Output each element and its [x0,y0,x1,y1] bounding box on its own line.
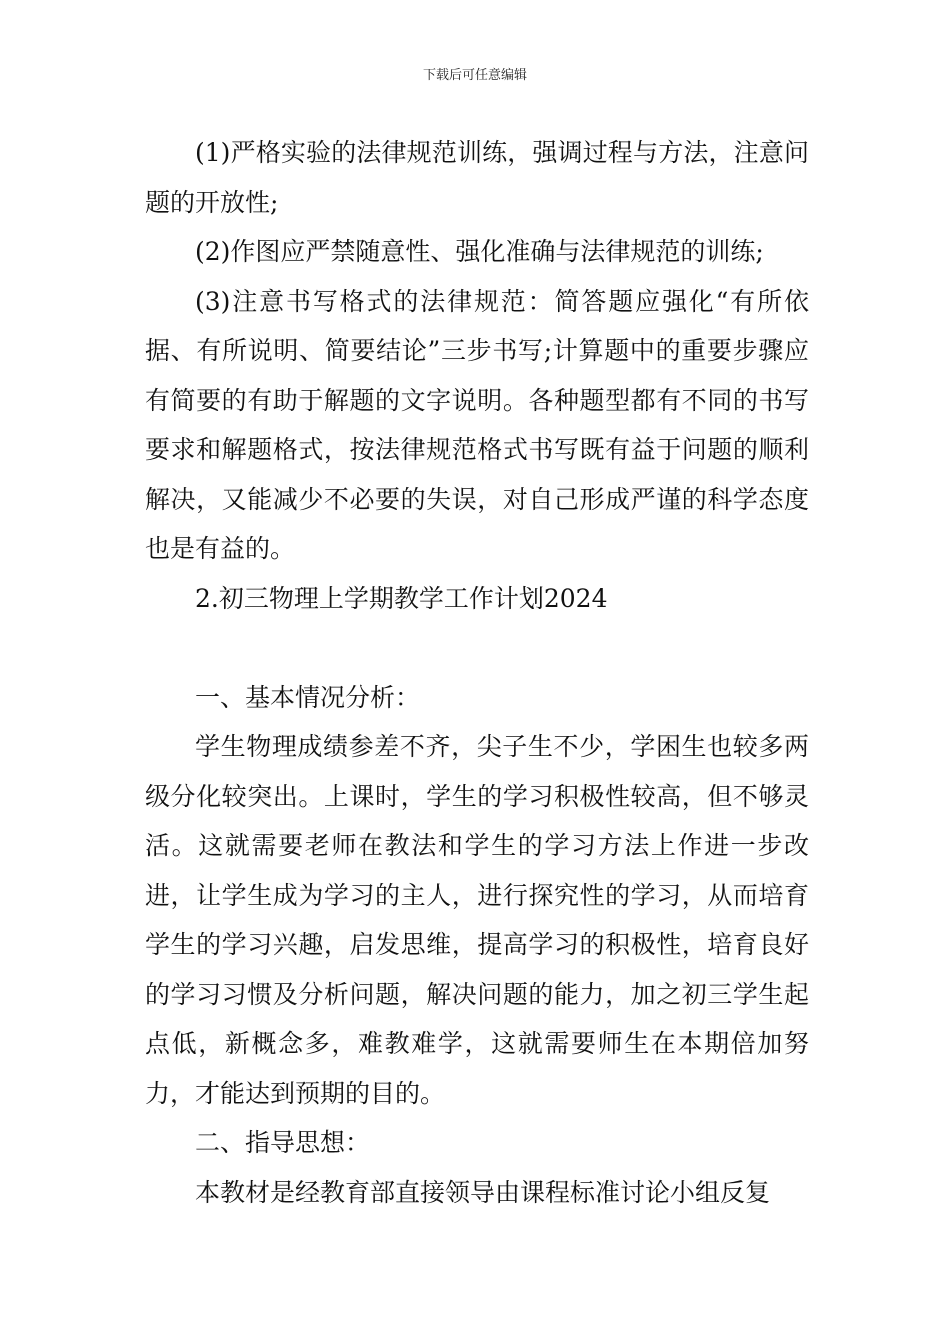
blank-line [145,623,809,673]
paragraph-requirement-2: (2)作图应严禁随意性、强化准确与法律规范的训练; [195,237,764,266]
heading-basic-analysis: 一、基本情况分析： [195,682,421,712]
paragraph-requirement-1: (1)严格实验的法律规范训练，强调过程与方法，注意问题的开放性; [145,138,809,217]
section-title: 2.初三物理上学期教学工作计划2024 [195,583,608,613]
paragraph-requirement-3: (3)注意书写格式的法律规范：简答题应强化“有所依据、有所说明、简要结论”三步书写;计算题中的重要步骤应有简要的有助于解题的文字说明。各种题型都有不同的书写要求和解题格式，按法律规范格式书写既有益于问题的顺利解决，又能减少不必要的失误，对自己形成严谨的科学态度也是有益的。 [145,286,809,563]
page-header-note: 下载后可任意编辑 [422,68,527,83]
paragraph-basic-analysis: 学生物理成绩参差不齐，尖子生不少，学困生也较多两级分化较突出。上课时，学生的学习积极性较高，但不够灵活。这就需要老师在教法和学生的学习方法上作进一步改进，让学生成为学习的主人，进行探究性的学习，从而培育学生的学习兴趣，启发思维，提高学习的积极性，培育良好的学习习惯及分析问题，解决问题的能力，加之初三学生起点低，新概念多，难教难学，这就需要师生在本期倍加努力，才能达到预期的目的。 [145,732,809,1108]
heading-guiding-thought: 二、指导思想： [195,1128,371,1157]
paragraph-guiding-thought: 本教材是经教育部直接领导由课程标准讨论小组反复 [195,1177,771,1207]
document-body [145,128,809,1217]
